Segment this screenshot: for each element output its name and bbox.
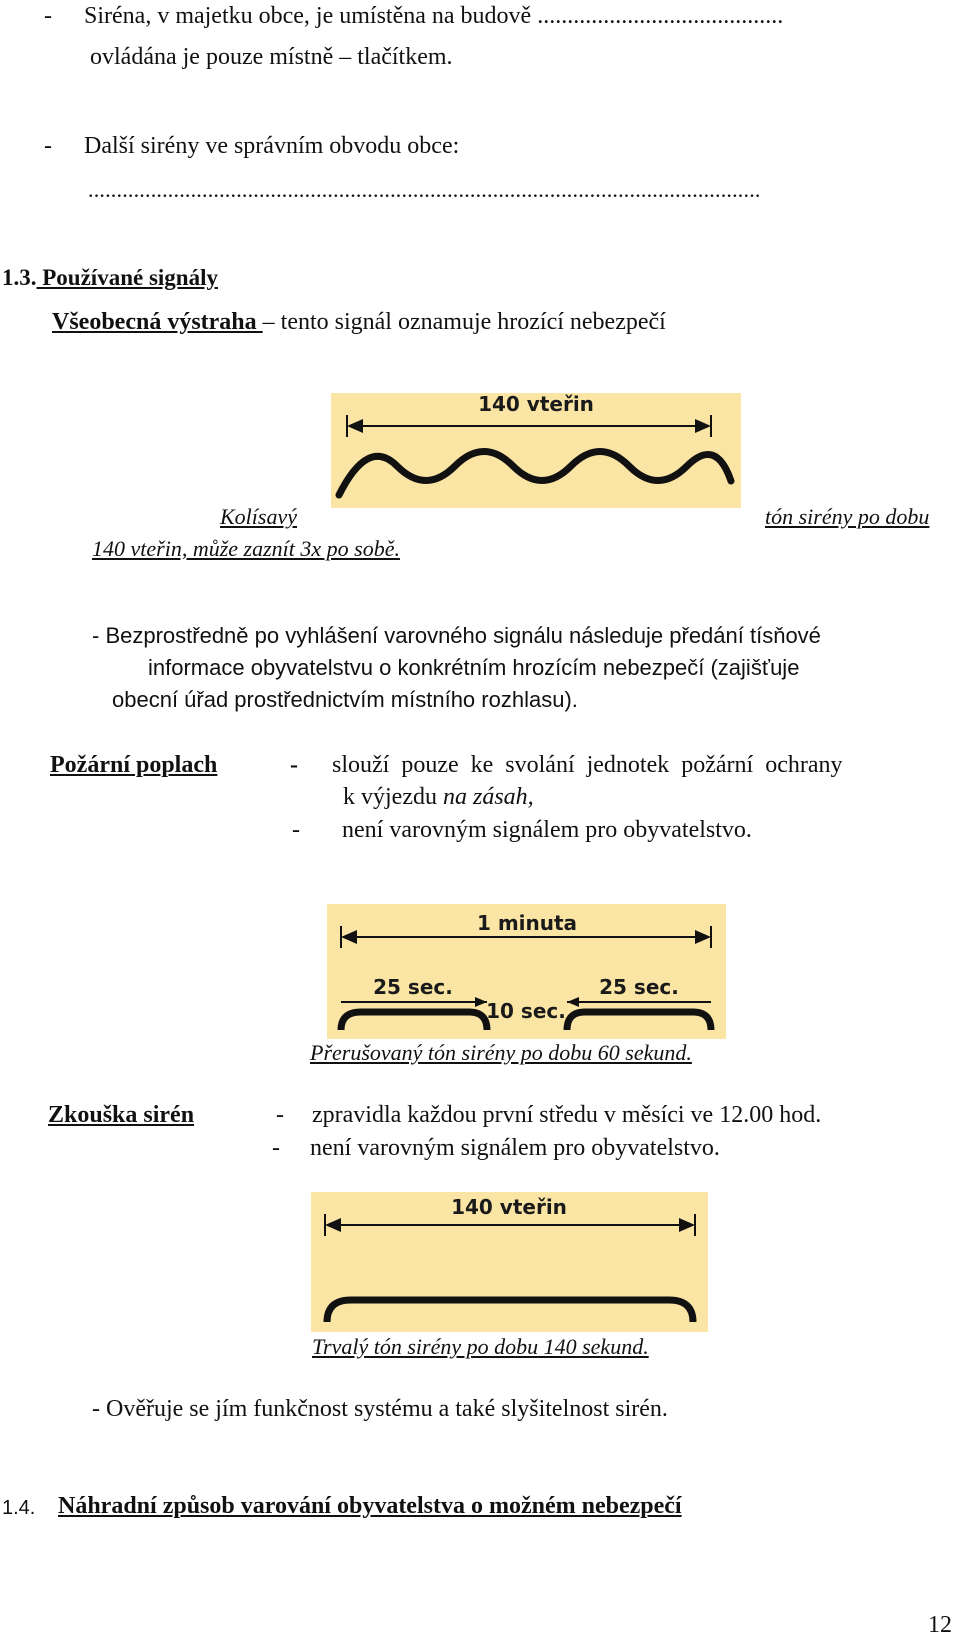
arrow-left-icon bbox=[347, 419, 363, 433]
fire-alarm-item2: není varovným signálem pro obyvatelstvo. bbox=[342, 817, 752, 843]
fill-in-dots: ...................................................................................................................... bbox=[88, 177, 761, 202]
fig3-caption: Trvalý tón sirény po dobu 140 sekund. bbox=[312, 1334, 649, 1359]
general-warning-desc: – tento signál oznamuje hrozící nebezpečí bbox=[262, 309, 666, 335]
segment-left-label: 25 sec. bbox=[373, 975, 453, 999]
fig1-caption-right: tón sirény po dobu bbox=[765, 504, 930, 529]
section-title: Používané signály bbox=[36, 265, 218, 290]
section-number: 1.3. Používané signály bbox=[2, 265, 218, 290]
duration-label: 140 vteřin bbox=[478, 393, 594, 416]
arrow-left-icon bbox=[567, 997, 579, 1007]
siren-test-term: Zkouška sirén bbox=[48, 1102, 195, 1128]
duration-label: 140 vteřin bbox=[451, 1195, 567, 1219]
arrow-right-icon bbox=[695, 930, 711, 944]
note-line-3: obecní úřad prostřednictvím místního rozhlasu). bbox=[112, 687, 578, 712]
note-line-1: - Bezprostředně po vyhlášení varovného signálu následuje předání tísňové bbox=[92, 623, 821, 648]
arrow-right-icon bbox=[695, 419, 711, 433]
continuous-tone bbox=[327, 1300, 693, 1322]
siren-test-item1: zpravidla každou první středu v měsíci ve 12.00 hod. bbox=[312, 1102, 822, 1128]
general-warning-term: Všeobecná výstraha bbox=[52, 309, 263, 335]
fig1-caption-line2: 140 vteřin, může zaznít 3x po sobě. bbox=[92, 536, 400, 561]
list-dash: - bbox=[44, 133, 52, 159]
list-dash: - bbox=[290, 752, 298, 778]
list-dash: - bbox=[276, 1102, 284, 1128]
fire-alarm-item1-line2: k výjezdu na zásah, bbox=[343, 784, 534, 810]
total-duration-label: 1 minuta bbox=[476, 911, 578, 935]
arrow-left-icon bbox=[341, 930, 357, 944]
list-dash: - bbox=[44, 3, 52, 29]
segment-mid-label: 10 sec. bbox=[486, 999, 566, 1023]
list-dash: - bbox=[292, 817, 300, 843]
interrupted-tone-diagram bbox=[327, 904, 726, 1039]
siren-location-text: Siréna, v majetku obce, je umístěna na budově ......................................... bbox=[84, 3, 784, 29]
siren-control-text: ovládána je pouze místně – tlačítkem. bbox=[90, 44, 453, 70]
list-dash: - bbox=[272, 1135, 280, 1161]
fire-alarm-term: Požární poplach bbox=[50, 752, 218, 778]
note-line-2: informace obyvatelstvu o konkrétním hrozícím nebezpečí (zajišťuje bbox=[148, 655, 800, 680]
siren-test-item2: není varovným signálem pro obyvatelstvo. bbox=[310, 1135, 720, 1161]
page-number: 12 bbox=[928, 1612, 952, 1638]
arrow-left-icon bbox=[325, 1218, 341, 1232]
section-title: Náhradní způsob varování obyvatelstva o možném nebezpečí bbox=[58, 1493, 682, 1519]
section-number: 1.4. bbox=[2, 1497, 36, 1519]
segment-right-label: 25 sec. bbox=[599, 975, 679, 999]
fluctuating-tone-svg bbox=[331, 393, 741, 508]
tone-segment-right bbox=[567, 1012, 711, 1030]
continuous-tone-svg bbox=[311, 1192, 708, 1332]
fluctuating-tone-diagram bbox=[331, 393, 741, 508]
tone-segment-left bbox=[341, 1012, 487, 1030]
fire-alarm-item1: slouží pouze ke svolání jednotek požární ochrany bbox=[332, 752, 843, 778]
continuous-tone-diagram bbox=[311, 1192, 708, 1332]
interrupted-tone-svg bbox=[327, 904, 726, 1039]
fig2-caption: Přerušovaný tón sirény po dobu 60 sekund. bbox=[310, 1040, 692, 1065]
fluctuating-wave bbox=[339, 452, 731, 496]
general-warning-line bbox=[52, 308, 666, 336]
siren-test-note: - Ověřuje se jím funkčnost systému a také slyšitelnost sirén. bbox=[92, 1396, 668, 1422]
arrow-right-icon bbox=[679, 1218, 695, 1232]
other-sirens-text: Další sirény ve správním obvodu obce: bbox=[84, 133, 460, 159]
fig1-caption-left: Kolísavý bbox=[220, 504, 297, 529]
